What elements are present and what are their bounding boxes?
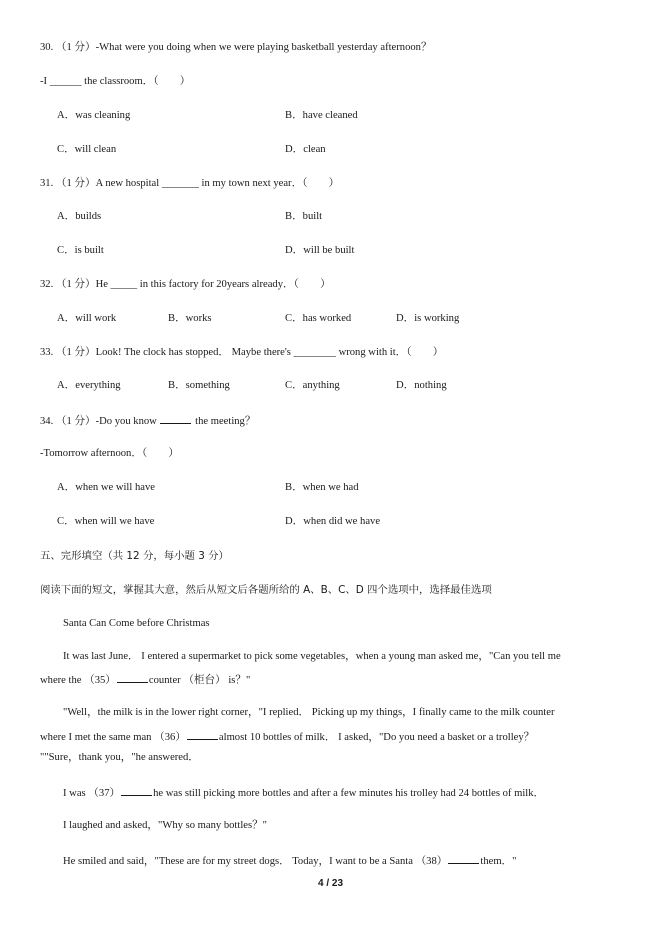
passage-text: counter （柜台） is？" <box>148 675 251 686</box>
question-33-option-a: A．everything <box>57 380 121 391</box>
passage-p1-line2 <box>40 672 250 688</box>
passage-p1-line1: It was last June． I entered a supermarket to pick some vegetables，when a young man asked me，"Can you tell me <box>63 651 561 662</box>
passage-text: He smiled and said，"These are for my street dogs． Today，I want to be a Santa （38） <box>63 856 448 867</box>
passage-p2-line1: "Well，the milk is in the lower right corner，"I replied． Picking up my things，I finally came to the milk counter <box>63 707 555 718</box>
passage-p4: I laughed and asked，"Why so many bottles？" <box>63 820 268 831</box>
question-34-option-c: C．when will we have <box>57 516 155 527</box>
question-30-option-b: B．have cleaned <box>285 110 358 121</box>
passage-text: them．" <box>480 856 517 867</box>
answer-blank <box>160 413 191 424</box>
question-32-option-c: C．has worked <box>285 313 352 324</box>
question-33-option-d: D．nothing <box>396 380 447 391</box>
passage-text: where the （35） <box>40 675 116 686</box>
section-heading: 五、完形填空（共 12 分，每小题 3 分） <box>40 550 229 562</box>
question-31-option-a: A．builds <box>57 211 102 222</box>
blank-38 <box>448 853 479 864</box>
question-33-option-b: B．something <box>168 380 230 391</box>
question-34-stem-after: the meeting？ <box>195 416 256 427</box>
question-30-stem: 30. （1 分）-What were you doing when we were playing basketball yesterday afternoon？ <box>40 42 432 53</box>
question-32-option-a: A．will work <box>57 313 117 324</box>
question-34-option-d: D．when did we have <box>285 516 381 527</box>
question-34-stem <box>40 413 255 429</box>
question-33-option-c: C．anything <box>285 380 340 391</box>
passage-text: I was （37） <box>63 788 121 799</box>
passage-p5 <box>63 853 516 869</box>
question-32-stem: 32. （1 分）He _____ in this factory for 20years already．（ ） <box>40 279 331 290</box>
question-30-option-c: C．will clean <box>57 144 117 155</box>
question-30-line2: -I ______ the classroom．（ ） <box>40 76 191 87</box>
question-32-option-b: B．works <box>168 313 212 324</box>
question-31-stem: 31. （1 分）A new hospital _______ in my town next year．（ ） <box>40 178 340 189</box>
passage-p3 <box>63 785 544 801</box>
question-34-stem-before: 34. （1 分）-Do you know <box>40 416 157 427</box>
section-instruction: 阅读下面的短文，掌握其大意，然后从短文后各题所给的 A、B、C、D 四个选项中，选择最佳选项 <box>40 584 492 596</box>
question-34-option-b: B．when we had <box>285 482 359 493</box>
question-34-line2: -Tomorrow afternoon．（ ） <box>40 448 180 459</box>
passage-text: he was still picking more bottles and after a few minutes his trolley had 24 bottles of milk． <box>153 788 545 799</box>
question-31-option-d: D．will be built <box>285 245 355 256</box>
question-30-option-d: D．clean <box>285 144 326 155</box>
passage-p2-line2 <box>40 729 534 745</box>
passage-text: almost 10 bottles of milk． I asked，"Do you need a basket or a trolley？ <box>218 732 535 743</box>
question-31-option-b: B．built <box>285 211 323 222</box>
question-32-option-d: D．is working <box>396 313 460 324</box>
passage-text: where I met the same man （36） <box>40 732 186 743</box>
question-33-stem: 33. （1 分）Look! The clock has stopped． Maybe there's ________ wrong with it．（ ） <box>40 347 444 358</box>
question-34-option-a: A．when we will have <box>57 482 155 493</box>
blank-37 <box>121 785 152 796</box>
question-30-option-a: A．was cleaning <box>57 110 131 121</box>
blank-36 <box>187 729 218 740</box>
blank-35 <box>117 672 148 683</box>
passage-p2-line3: ""Sure，thank you，"he answered． <box>40 752 199 763</box>
question-31-option-c: C．is built <box>57 245 104 256</box>
page-number: 4 / 23 <box>317 878 344 889</box>
passage-title: Santa Can Come before Christmas <box>63 618 210 629</box>
